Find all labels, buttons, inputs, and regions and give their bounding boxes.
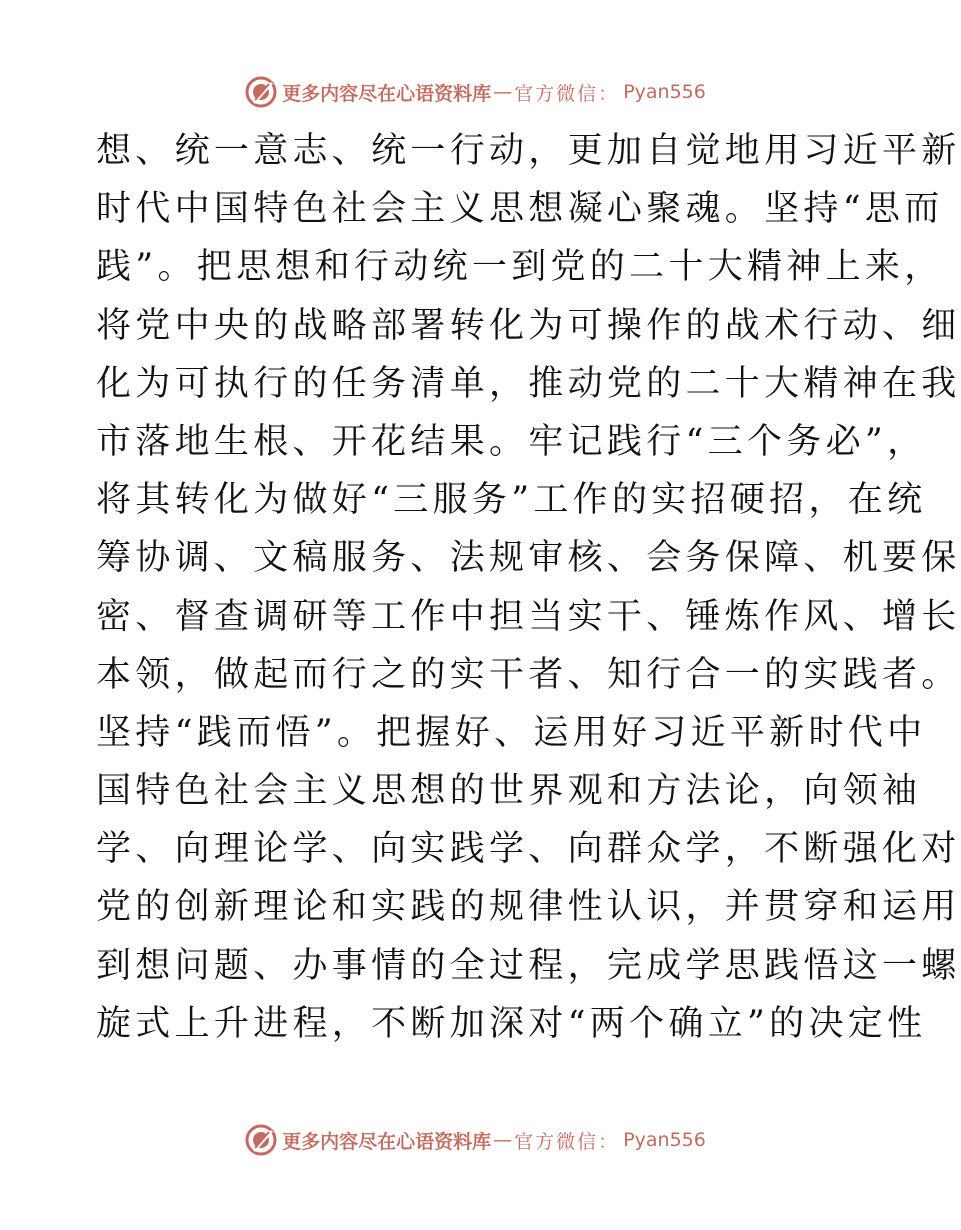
text-line: 筹协调、文稿服务、法规审核、会务保障、机要保: [96, 538, 961, 579]
text-line: 将其转化为做好“三服务”工作的实招硬招，在统: [96, 480, 927, 521]
text-line: 旋式上升进程，不断加深对“两个确立”的决定性: [96, 1003, 927, 1044]
text-line: 将党中央的战略部署转化为可操作的战术行动、细: [96, 305, 961, 346]
text-line: 党的创新理论和实践的规律性认识，并贯穿和运用: [96, 887, 961, 928]
header-site-name: 更多内容尽在心语资料库: [282, 82, 492, 105]
header-dash: —: [493, 81, 513, 103]
text-line: 学、向理论学、向实践学、向群众学，不断强化对: [96, 829, 961, 870]
text-line: 践”。把思想和行动统一到党的二十大精神上来，: [96, 247, 944, 288]
footer-watermark: [0, 1120, 950, 1160]
footer-wechat-label: 官方微信：: [514, 1130, 620, 1153]
header-wechat-label: 官方微信：: [514, 82, 620, 105]
footer-wechat-id: Pyan556: [623, 1129, 706, 1151]
pen-seal-icon: [244, 1123, 278, 1157]
header-wechat-id: Pyan556: [623, 81, 706, 103]
text-line: 时代中国特色社会主义思想凝心聚魂。坚持“思而: [96, 189, 944, 230]
header-watermark: [0, 72, 950, 112]
footer-dash: —: [493, 1129, 513, 1151]
text-line: 国特色社会主义思想的世界观和方法论，向领袖: [96, 771, 922, 812]
text-line: 本领，做起而行之的实干者、知行合一的实践者。: [96, 654, 961, 695]
footer-site-name: 更多内容尽在心语资料库: [282, 1130, 492, 1153]
text-line: 想、统一意志、统一行动，更加自觉地用习近平新: [96, 131, 961, 171]
text-line: 市落地生根、开花结果。牢记践行“三个务必”，: [96, 421, 927, 462]
text-line: 坚持“践而悟”。把握好、运用好习近平新时代中: [96, 712, 927, 753]
document-body: [96, 122, 961, 1053]
text-line: 化为可执行的任务清单，推动党的二十大精神在我: [96, 363, 961, 404]
pen-seal-icon: [244, 75, 278, 109]
text-line: 到想问题、办事情的全过程，完成学思践悟这一螺: [96, 945, 961, 986]
text-line: 密、督查调研等工作中担当实干、锤炼作风、增长: [96, 596, 961, 637]
